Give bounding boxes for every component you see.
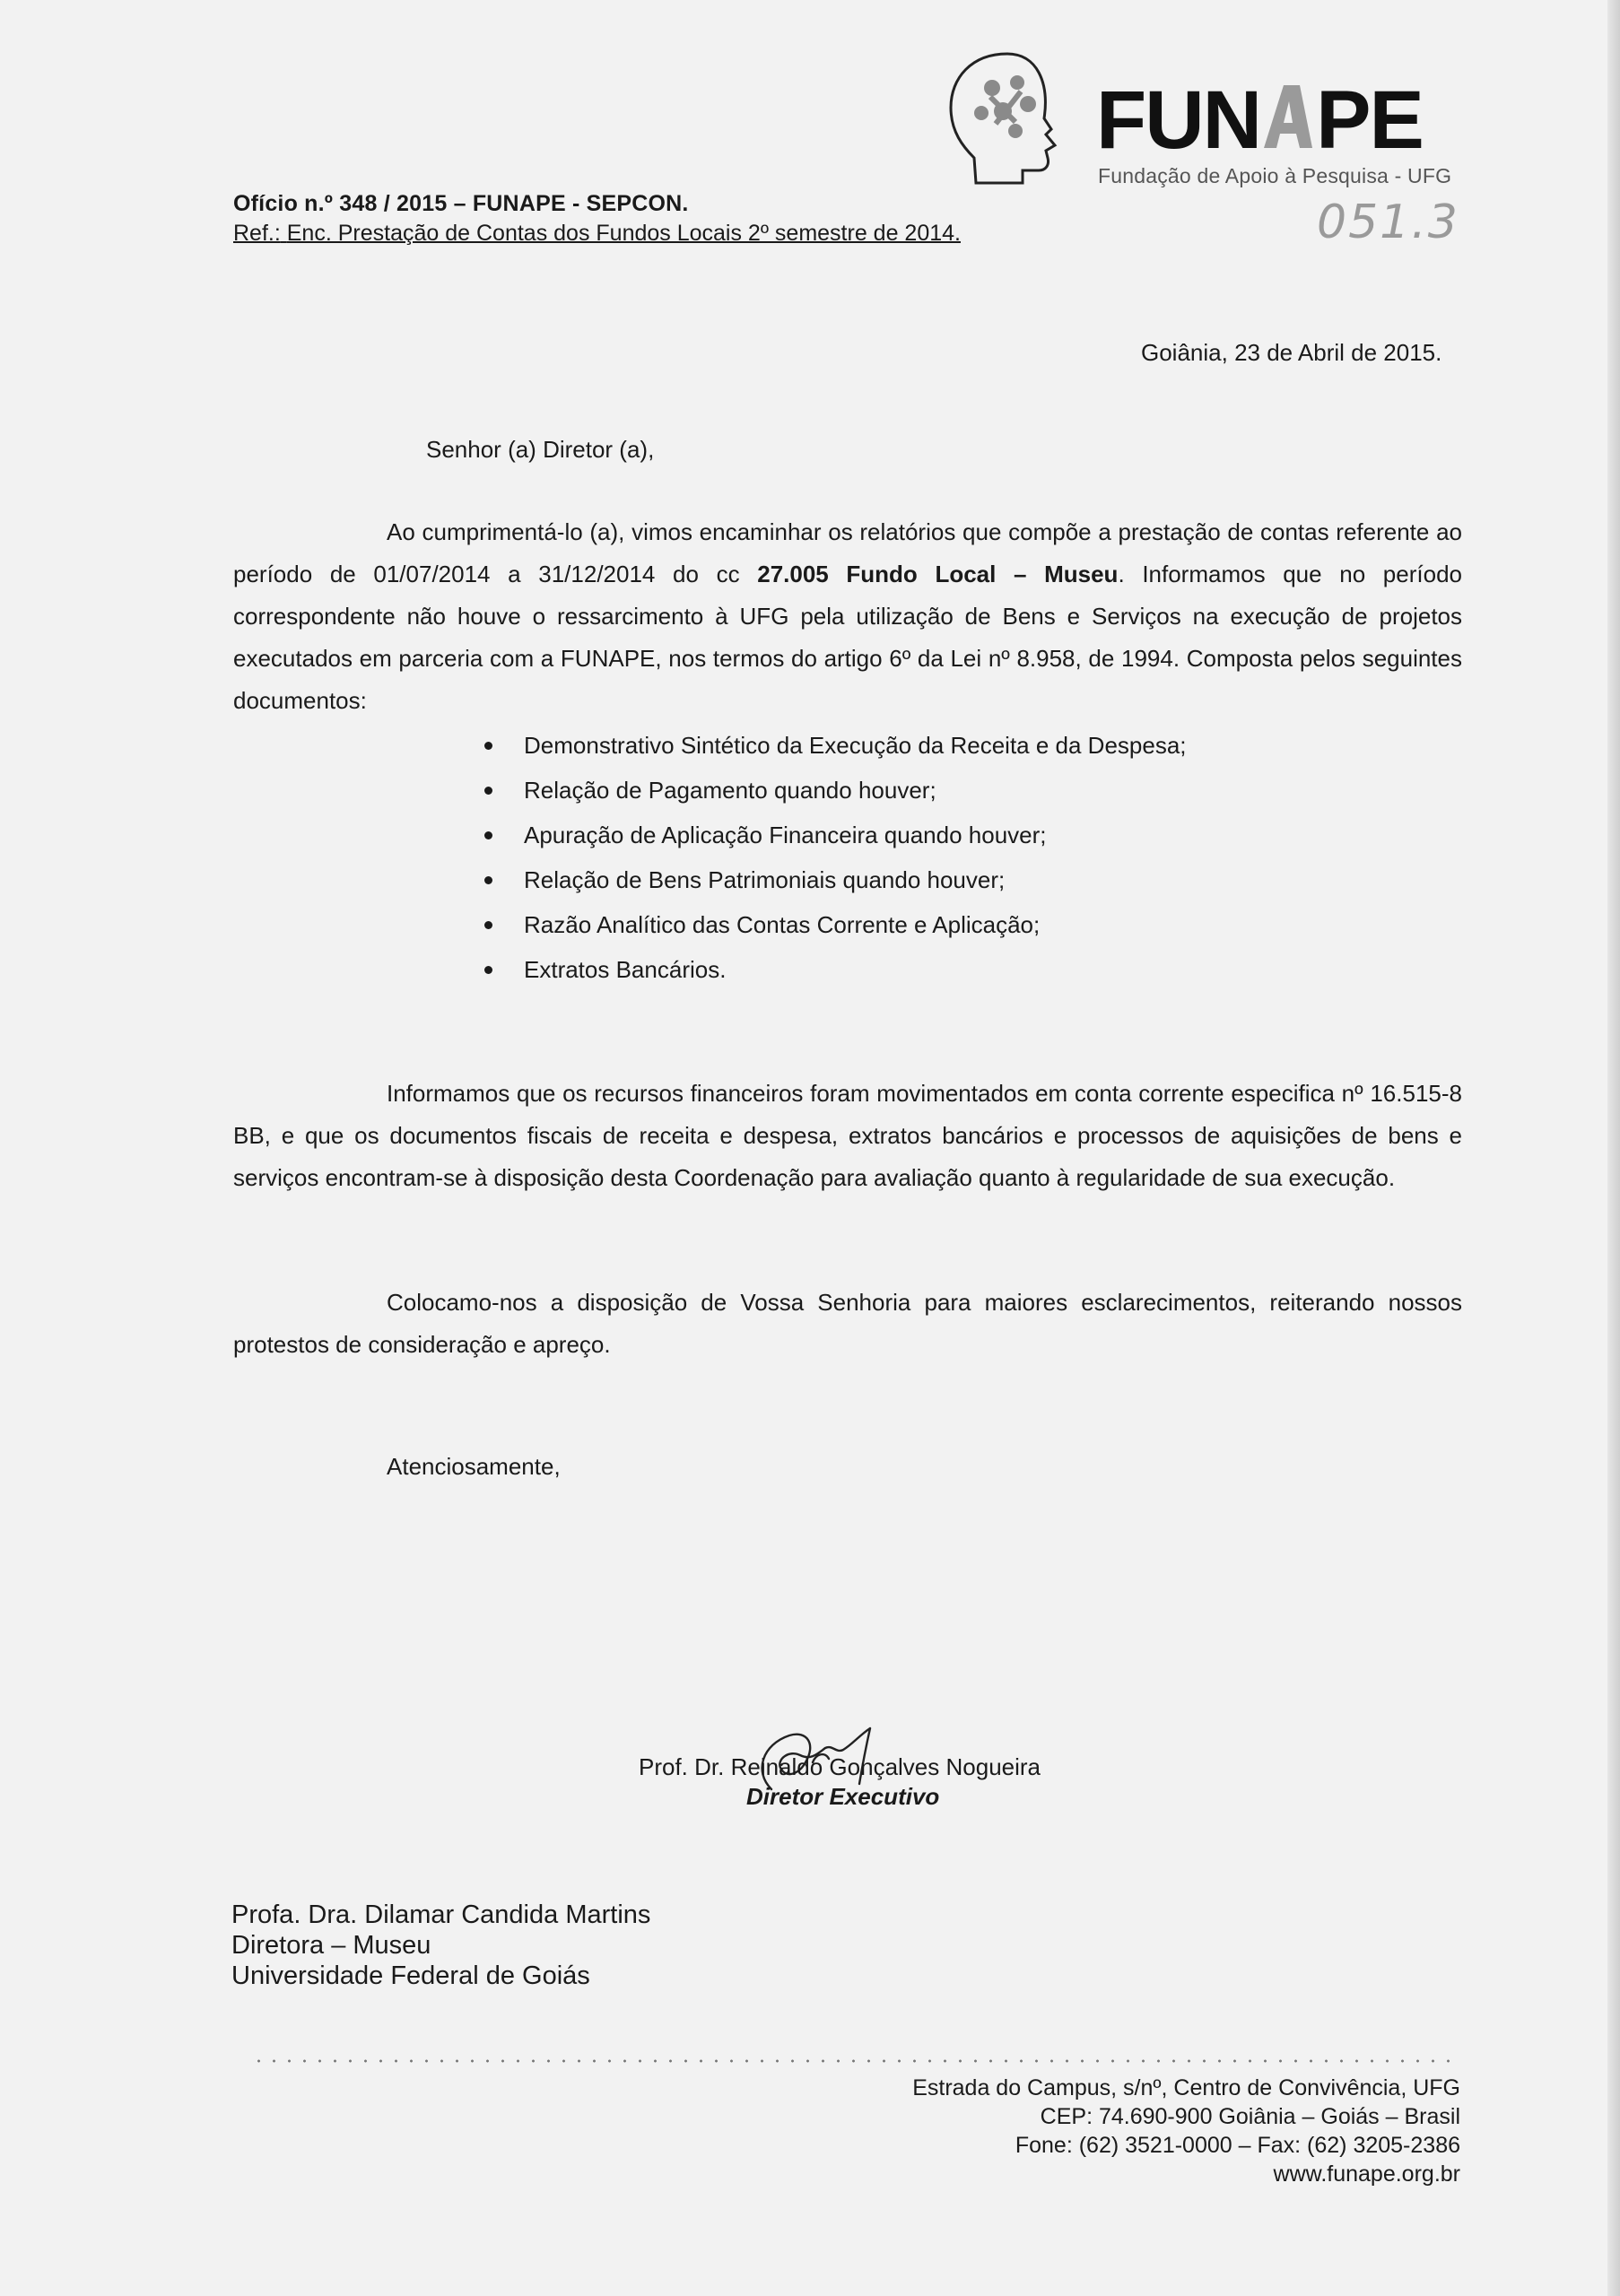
- letter-date: Goiânia, 23 de Abril de 2015.: [1141, 339, 1442, 366]
- addressee-institution: Universidade Federal de Goiás: [231, 1961, 590, 1990]
- list-item: Relação de Pagamento quando houver;: [483, 768, 1187, 813]
- paragraph-courtesy-text: Colocamo-nos a disposição de Vossa Senhoria para maiores esclarecimentos, reiterando nossos protestos de consideração e apreço.: [233, 1289, 1462, 1358]
- funape-logo-wordmark: FUN PE: [1096, 74, 1423, 166]
- list-item: Extratos Bancários.: [483, 947, 1187, 992]
- addressee-role: Diretora – Museu: [231, 1931, 431, 1960]
- handwritten-stamp-number: 051.3: [1317, 196, 1459, 249]
- closing: Atenciosamente,: [387, 1453, 561, 1480]
- logo-subtitle: Fundação de Apoio à Pesquisa - UFG: [1098, 164, 1452, 187]
- list-item: Relação de Bens Patrimoniais quando houver;: [483, 857, 1187, 902]
- account-name: 27.005 Fundo Local – Museu: [757, 561, 1119, 587]
- paragraph-intro: [233, 511, 1462, 722]
- funape-head-logo-icon: [940, 47, 1075, 190]
- list-item: Apuração de Aplicação Financeira quando houver;: [483, 813, 1187, 857]
- signatory-name: Prof. Dr. Reinaldo Gonçalves Nogueira: [639, 1753, 1041, 1780]
- paragraph-intro-part1: Ao cumprimentá-lo (a), vimos encaminhar os relatórios que compõe a prestação de contas referente ao período de 01/07/2014 a 31/12/2014 do cc: [233, 518, 1462, 587]
- paragraph-account-info: [233, 1073, 1462, 1199]
- paragraph-account-text: Informamos que os recursos financeiros foram movimentados em conta corrente especifica nº 16.515-8 BB, e que os documentos fiscais de receita e despesa, extratos bancários e processos de aquisições de bens e serviços encontram-se à disposição desta Coordenação para avaliação quanto à regularidade de sua execução.: [233, 1080, 1462, 1191]
- list-item: Razão Analítico das Contas Corrente e Aplicação;: [483, 902, 1187, 947]
- ref-text: Enc. Prestação de Contas dos Fundos Locais 2º semestre de 2014.: [286, 221, 961, 246]
- footer-phone: Fone: (62) 3521-0000 – Fax: (62) 3205-2386: [1015, 2133, 1460, 2158]
- addressee-name: Profa. Dra. Dilamar Candida Martins: [231, 1900, 651, 1929]
- paragraph-intro-part2: . Informamos que no período correspondente não houve o ressarcimento à UFG pela utilização de Bens e Serviços na execução de projetos executados em parceria com a FUNAPE, nos termos do artigo 6º da Lei nº 8.958, de 1994. Composta pelos seguintes documentos:: [233, 561, 1462, 714]
- footer-cep: CEP: 74.690-900 Goiânia – Goiás – Brasil: [1040, 2104, 1460, 2129]
- list-item: Demonstrativo Sintético da Execução da Receita e da Despesa;: [483, 723, 1187, 768]
- logo-a-glyph-icon: [1260, 79, 1316, 142]
- ref-label: Ref.:: [233, 221, 281, 246]
- footer-address: Estrada do Campus, s/nº, Centro de Convivência, UFG: [912, 2075, 1460, 2100]
- salutation: Senhor (a) Diretor (a),: [426, 436, 655, 463]
- reference-line: [233, 221, 961, 247]
- documents-list: [483, 723, 1187, 992]
- scan-edge: [1607, 0, 1620, 2296]
- footer-contact: [912, 2074, 1460, 2188]
- oficio-number: Ofício n.º 348 / 2015 – FUNAPE - SEPCON.: [233, 191, 689, 216]
- paragraph-courtesy: [233, 1282, 1462, 1366]
- signatory-title: Diretor Executivo: [746, 1783, 940, 1810]
- footer-website[interactable]: www.funape.org.br: [1273, 2161, 1460, 2187]
- addressee-block: [231, 1900, 650, 1991]
- footer-divider: [251, 2059, 1462, 2063]
